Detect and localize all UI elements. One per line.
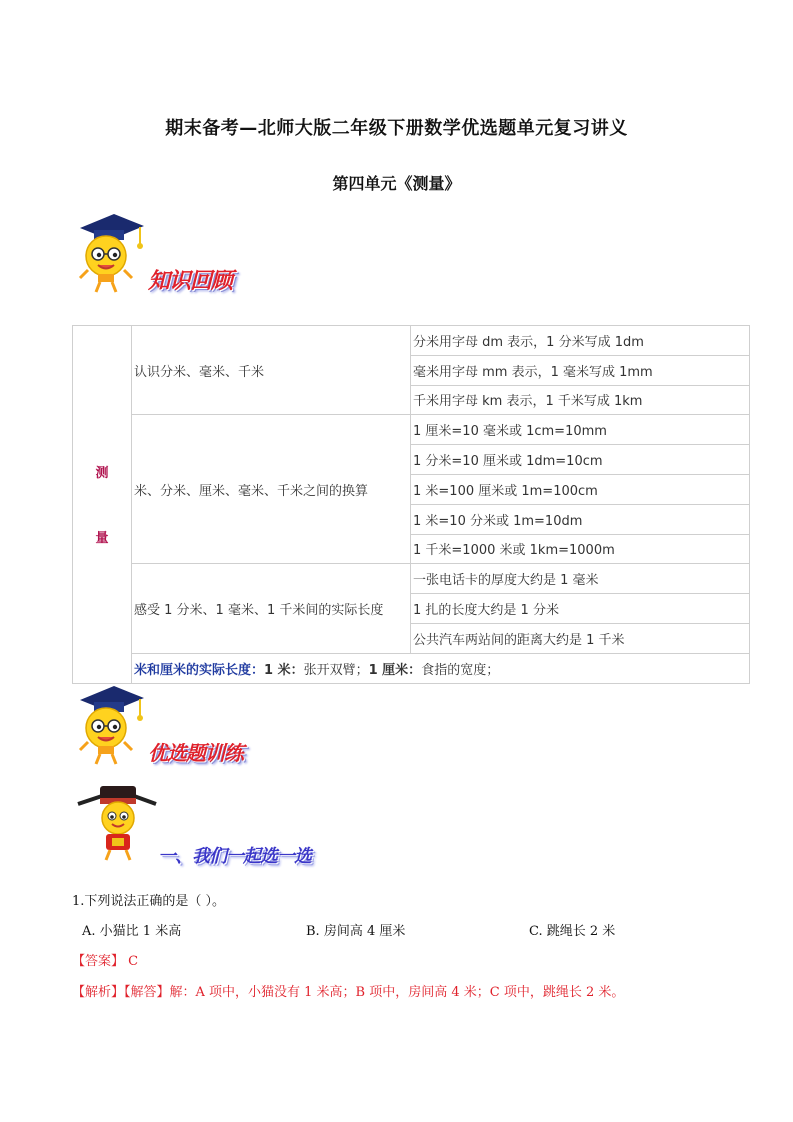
- knowledge-review-heading: 知识回顾: [148, 269, 233, 294]
- table-cell: 1 分米=10 厘米或 1dm=10cm: [411, 445, 750, 475]
- table-cell: 1 米=100 厘米或 1m=100cm: [411, 474, 750, 504]
- table-cell: 公共汽车两站间的距离大约是 1 千米: [411, 623, 750, 653]
- table-cell: 一张电话卡的厚度大约是 1 毫米: [411, 564, 750, 594]
- question-stem: 1.下列说法正确的是（ ）。: [72, 894, 226, 909]
- table-cell: 1 厘米=10 毫米或 1cm=10mm: [411, 415, 750, 445]
- side-label: 测 量: [73, 326, 132, 684]
- table-cell: 1 扎的长度大约是 1 分米: [411, 594, 750, 624]
- part-one-heading: 一、我们一起选一选: [158, 846, 311, 867]
- option-c: C. 跳绳长 2 米: [529, 924, 616, 939]
- unit-subtitle: 第四单元《测量》: [332, 174, 461, 193]
- table-cell: 千米用字母 km 表示，1 千米写成 1km: [411, 385, 750, 415]
- practice-heading: 优选题训练: [148, 741, 243, 765]
- summary-note: 米和厘米的实际长度：1 米：张开双臂；1 厘米：食指的宽度；: [132, 653, 750, 683]
- graduate-mascot-icon: [74, 210, 146, 294]
- knowledge-review-table: [72, 325, 750, 684]
- answer-value: C: [128, 954, 139, 969]
- table-cell: 1 千米=1000 米或 1km=1000m: [411, 534, 750, 564]
- answer-line: [72, 950, 138, 969]
- option-b: B. 房间高 4 厘米: [306, 924, 406, 939]
- analysis-text: 【解析】【解答】解：A 项中，小猫没有 1 米高；B 项中，房间高 4 米；C 项中，跳绳长 2 米。: [72, 985, 625, 1000]
- answer-label: 【答案】: [72, 954, 125, 969]
- graduate-mascot-icon: [74, 682, 146, 766]
- table-cell: 分米用字母 dm 表示，1 分米写成 1dm: [411, 326, 750, 356]
- table-cell: 1 米=10 分米或 1m=10dm: [411, 504, 750, 534]
- topic-cell: 认识分米、毫米、千米: [132, 326, 411, 415]
- official-mascot-icon: [76, 782, 160, 862]
- topic-cell: 感受 1 分米、1 毫米、1 千米间的实际长度: [132, 564, 411, 653]
- option-a: A. 小猫比 1 米高: [82, 924, 182, 939]
- topic-cell: 米、分米、厘米、毫米、千米之间的换算: [132, 415, 411, 564]
- table-cell: 毫米用字母 mm 表示，1 毫米写成 1mm: [411, 355, 750, 385]
- document-title: 期末备考—北师大版二年级下册数学优选题单元复习讲义: [165, 118, 628, 139]
